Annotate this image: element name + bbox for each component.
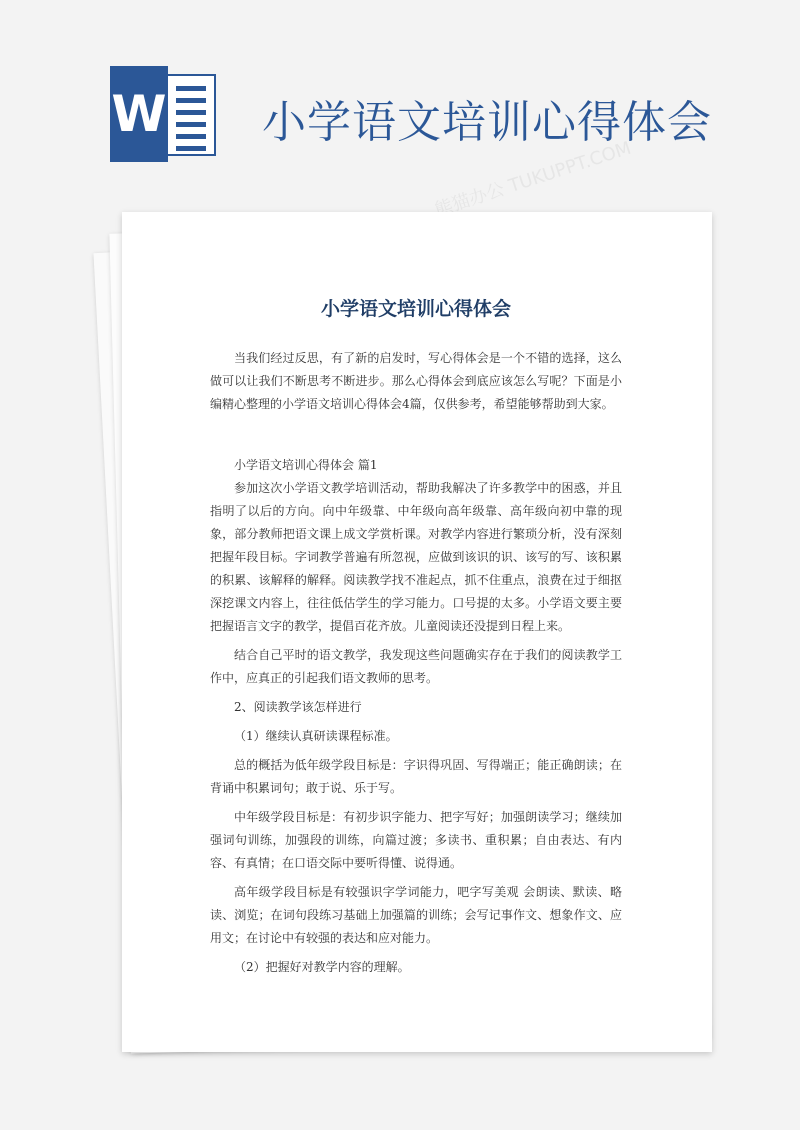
- body-paragraph: （2）把握好对教学内容的理解。: [234, 960, 410, 974]
- document-page: [122, 212, 712, 1052]
- document-title: 小学语文培训心得体会: [320, 298, 511, 320]
- banner: [0, 0, 800, 210]
- intro-paragraph: 当我们经过反思，有了新的启发时，写心得体会是一个不错的选择，这么做可以让我们不断思考不断进步。那么心得体会到底应该怎么写呢？下面是小编精心整理的小学语文培训心得体会4篇，仅供参考，希望能够帮助到大家。: [210, 351, 622, 411]
- banner-title: 小学语文培训心得体会: [262, 97, 712, 148]
- body-paragraph: 总的概括为低年级学段目标是：字识得巩固、写得端正；能正确朗读；在背诵中积累词句；敢于说、乐于写。: [210, 758, 622, 795]
- body-paragraph: 高年级学段目标是有较强识字学词能力，吧字写美观 会朗读、默读、略读、浏览；在词句段练习基础上加强篇的训练；会写记事作文、想象作文、应用文；在讨论中有较强的表达和应对能力。: [210, 885, 622, 945]
- watermark: 熊猫办公 TUKUPPT.COM: [432, 137, 634, 222]
- section-heading: 小学语文培训心得体会 篇1: [234, 458, 378, 472]
- word-letter: W: [110, 66, 168, 162]
- body-paragraph: 参加这次小学语文教学培训活动，帮助我解决了许多教学中的困惑，并且指明了以后的方向。向中年级靠、中年级向高年级靠、高年级向初中靠的现象，部分教师把语文课上成文学赏析课。对教学内容进行繁琐分析，没有深刻把握年段目标。字词教学普遍有所忽视，应做到该识的识、该写的写、该积累的积累、该解释的解释。阅读教学找不准起点，抓不住重点，浪费在过于细抠深挖课文内容上，往往低估学生的学习能力。口号提的太多。小学语文要主要把握语言文字的教学，提倡百花齐放。儿童阅读还没提到日程上来。: [210, 481, 622, 633]
- body-paragraph: 2、阅读教学该怎样进行: [234, 700, 362, 714]
- body-paragraph: （1）继续认真研读课程标准。: [234, 729, 398, 743]
- body-paragraph: 中年级学段目标是：有初步识字能力、把字写好；加强朗读学习；继续加强词句训练，加强段的训练，向篇过渡；多读书、重积累；自由表达、有内容、有真情；在口语交际中要听得懂、说得通。: [210, 810, 622, 870]
- word-document-icon: [110, 66, 216, 162]
- body-paragraph: 结合自己平时的语文教学，我发现这些问题确实存在于我们的阅读教学工作中，应真正的引起我们语文教师的思考。: [210, 648, 622, 685]
